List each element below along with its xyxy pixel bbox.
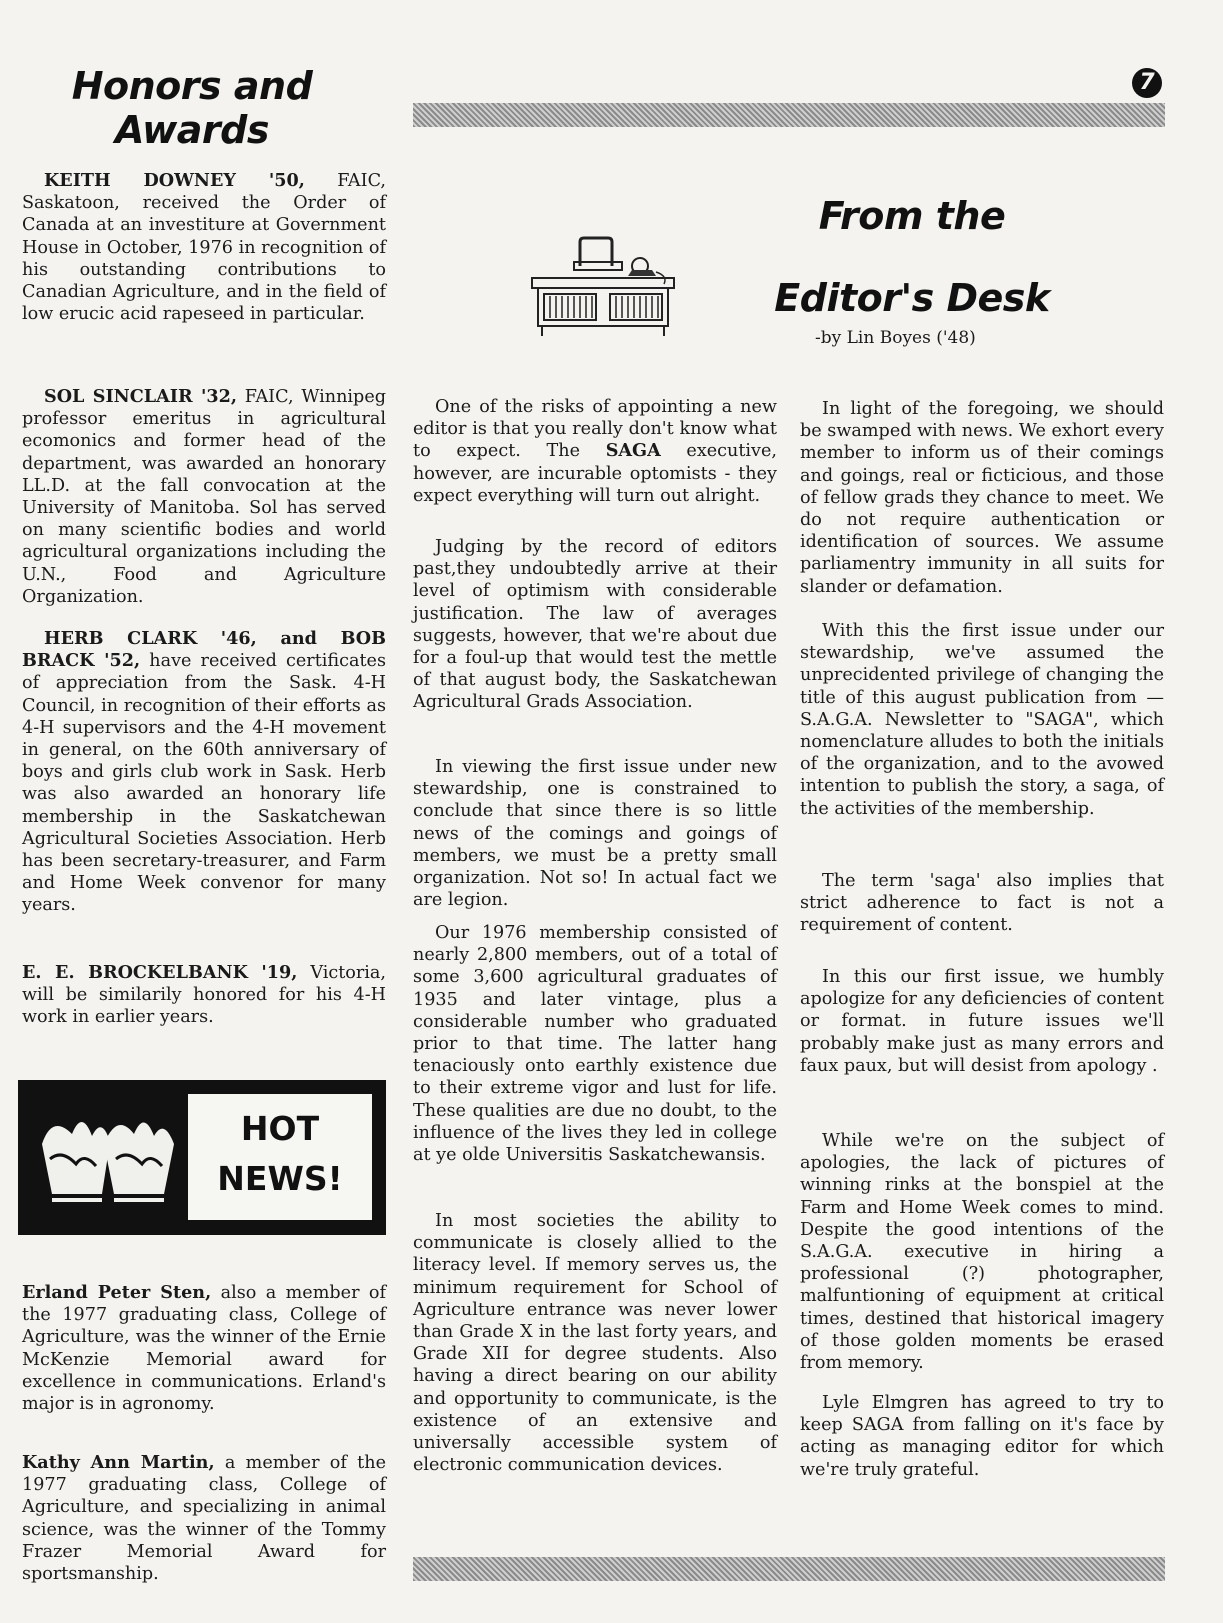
editor-title-line1: From the [818,194,1006,238]
honoree-name: Kathy Ann Martin, [22,1452,215,1473]
editorial-paragraph-6 [800,398,1164,598]
desk-illustration [528,236,678,342]
honoree-text: FAIC, Saskatoon, received the Order of Canada at an investiture at Government House in October, 1976 in recognition of his outstanding contributions to Canadian Agriculture, and in the field of low erucic acid rapeseed in particular. [22,171,386,325]
para-text: Judging by the record of editors past,they undoubtedly arrive at their level of optimism with considerable justification. The law of averages suggests, however, that we're about due for a foul-up that would test the mettle of that august body, the Saskatchewan Agricultural Grads Association. [413,537,777,713]
editorial-paragraph-1 [413,396,777,507]
para-text: The term 'saga' also implies that strict adherence to fact is not a requirement of content. [800,871,1164,936]
editorial-paragraph-8 [800,870,1164,937]
para-text: In this our first issue, we humbly apologize for any deficiencies of content or format. in future issues we'll probably make just as many errors and faux paux, but will desist from apology . [800,967,1164,1076]
para-text: Our 1976 membership consisted of nearly 2,800 members, out of a total of some 3,600 agricultural graduates of 1935 and later vintage, plus a considerable number who graduated prior to that time. The latter hang tenaciously onto earthly existence due to their extreme vigor and lust for life. These qualities are due no doubt, to the influence of the lives they led in college at ye olde Universitis Saskatchewansis. [413,923,777,1166]
honoree-name: Erland Peter Sten, [22,1282,212,1303]
top-divider-band [413,103,1165,127]
honors-item-3 [22,628,386,917]
honors-item-6 [22,1452,386,1585]
bottom-divider-band [413,1557,1165,1581]
editorial-paragraph-5 [413,1210,777,1476]
hot-news-label [188,1094,372,1220]
para-text: In viewing the first issue under new stewardship, one is constrained to conclude that since there is so little news of the comings and goings of members, we must be a pretty small organization. Not so! In actual fact we are legion. [413,757,777,911]
honoree-name: HERB CLARK '46, and BOB BRACK '52, [22,628,386,672]
honors-item-5 [22,1282,386,1415]
honors-item-4 [22,962,386,1029]
honoree-text: Victoria, will be similarily honored for his 4-H work in earlier years. [22,963,386,1028]
honoree-text: have received certificates of appreciation from the Sask. 4-H Council, in recognition of their efforts as 4-H supervisors and the 4-H movement in general, on the 60th anniversary of boys and girls club work in Sask. Herb was also awarded an honorary life membership in the Saskatchewan Agricultural Societies Association. Herb has been secretary-treasurer, and Farm and Home Week convenor for many years. [22,651,386,916]
honoree-name: E. E. BROCKELBANK '19, [22,962,298,983]
hot-news-line1: HOT [240,1109,320,1148]
para-text: In light of the foregoing, we should be swamped with news. We exhort every member to inform us of their comings and goings, real or ficticious, and those of fellow grads they chance to meet. We do not require authentication or identification of sources. We assume parliamentry immunity in all suits for slander or defamation. [800,399,1164,597]
honoree-text: FAIC, Winnipeg professor emeritus in agricultural ecomonics and former head of the department, was awarded an honorary LL.D. at the fall convocation at the University of Manitoba. Sol has served on many scientific bodies and world agricultural organizations including the U.N., Food and Agriculture Organization. [22,387,386,607]
hot-news-box [18,1080,386,1235]
honors-item-1 [22,170,386,325]
editorial-paragraph-7 [800,620,1164,820]
editorial-paragraph-3 [413,756,777,911]
honors-title-line1: Honors and [71,64,313,108]
editorial-paragraph-9 [800,966,1164,1077]
para-text: One of the risks of appointing a new editor is that you really don't know what to expect. The [413,397,777,462]
para-text: While we're on the subject of apologies, the lack of pictures of winning rinks at the bonspiel at the Farm and Home Week comes to mind. Despite the good intentions of the S.A.G.A. executive in hiring a professional (?) photographer, malfuntioning of equipment at critical times, destined that historical imagery of those golden moments be erased from memory. [800,1131,1164,1374]
honors-awards-title [62,64,322,152]
editor-title-line2: Editor's Desk [774,276,1050,320]
para-text: In most societies the ability to communicate is closely allied to the literacy level. If memory serves us, the minimum requirement for School of Agriculture entrance was never lower than Grade X in the last forty years, and Grade XII for degree students. Also having a direct bearing on our ability and opportunity to communicate, is the existence of an extensive and universally accessible system of electronic communication devices. [413,1211,777,1476]
honors-title-line2: Awards [114,108,269,152]
honoree-text: a member of the 1977 graduating class, College of Agriculture, and specializing in animal science, was the winner of the Tommy Frazer Memorial Award for sportsmanship. [22,1453,386,1585]
editor-desk-title [762,175,1062,339]
hot-news-line2: NEWS! [217,1159,343,1198]
honoree-text: also a member of the 1977 graduating class, College of Agriculture, was the winner of the Ernie McKenzie Memorial award for excellence in communications. Erland's major is in agronomy. [22,1283,386,1415]
para-text: With this the first issue under our stewardship, we've assumed the unprecidented privilege of changing the title of this august publication from — S.A.G.A. Newsletter to "SAGA", which nomenclature alludes to both the initials of the organization, and to the avowed intention to publish the story, a saga, of the activities of the membership. [800,621,1164,819]
honoree-name: KEITH DOWNEY '50, [44,170,305,191]
byline: -by Lin Boyes ('48) [815,328,976,348]
cauldron-fire-icon [32,1104,182,1214]
para-text: Lyle Elmgren has agreed to try to keep SAGA from falling on it's face by acting as managing editor for which we're truly grateful. [800,1393,1164,1480]
para-text: executive, however, are incurable optomists - they expect everything will turn out alright. [413,441,777,506]
editorial-paragraph-4 [413,922,777,1166]
editorial-paragraph-2 [413,536,777,714]
page-number: 7 [1132,68,1162,98]
honors-item-2 [22,386,386,608]
honoree-name: SOL SINCLAIR '32, [44,386,237,407]
saga-name: SAGA [605,440,661,462]
editorial-paragraph-10 [800,1130,1164,1374]
editorial-paragraph-11 [800,1392,1164,1481]
